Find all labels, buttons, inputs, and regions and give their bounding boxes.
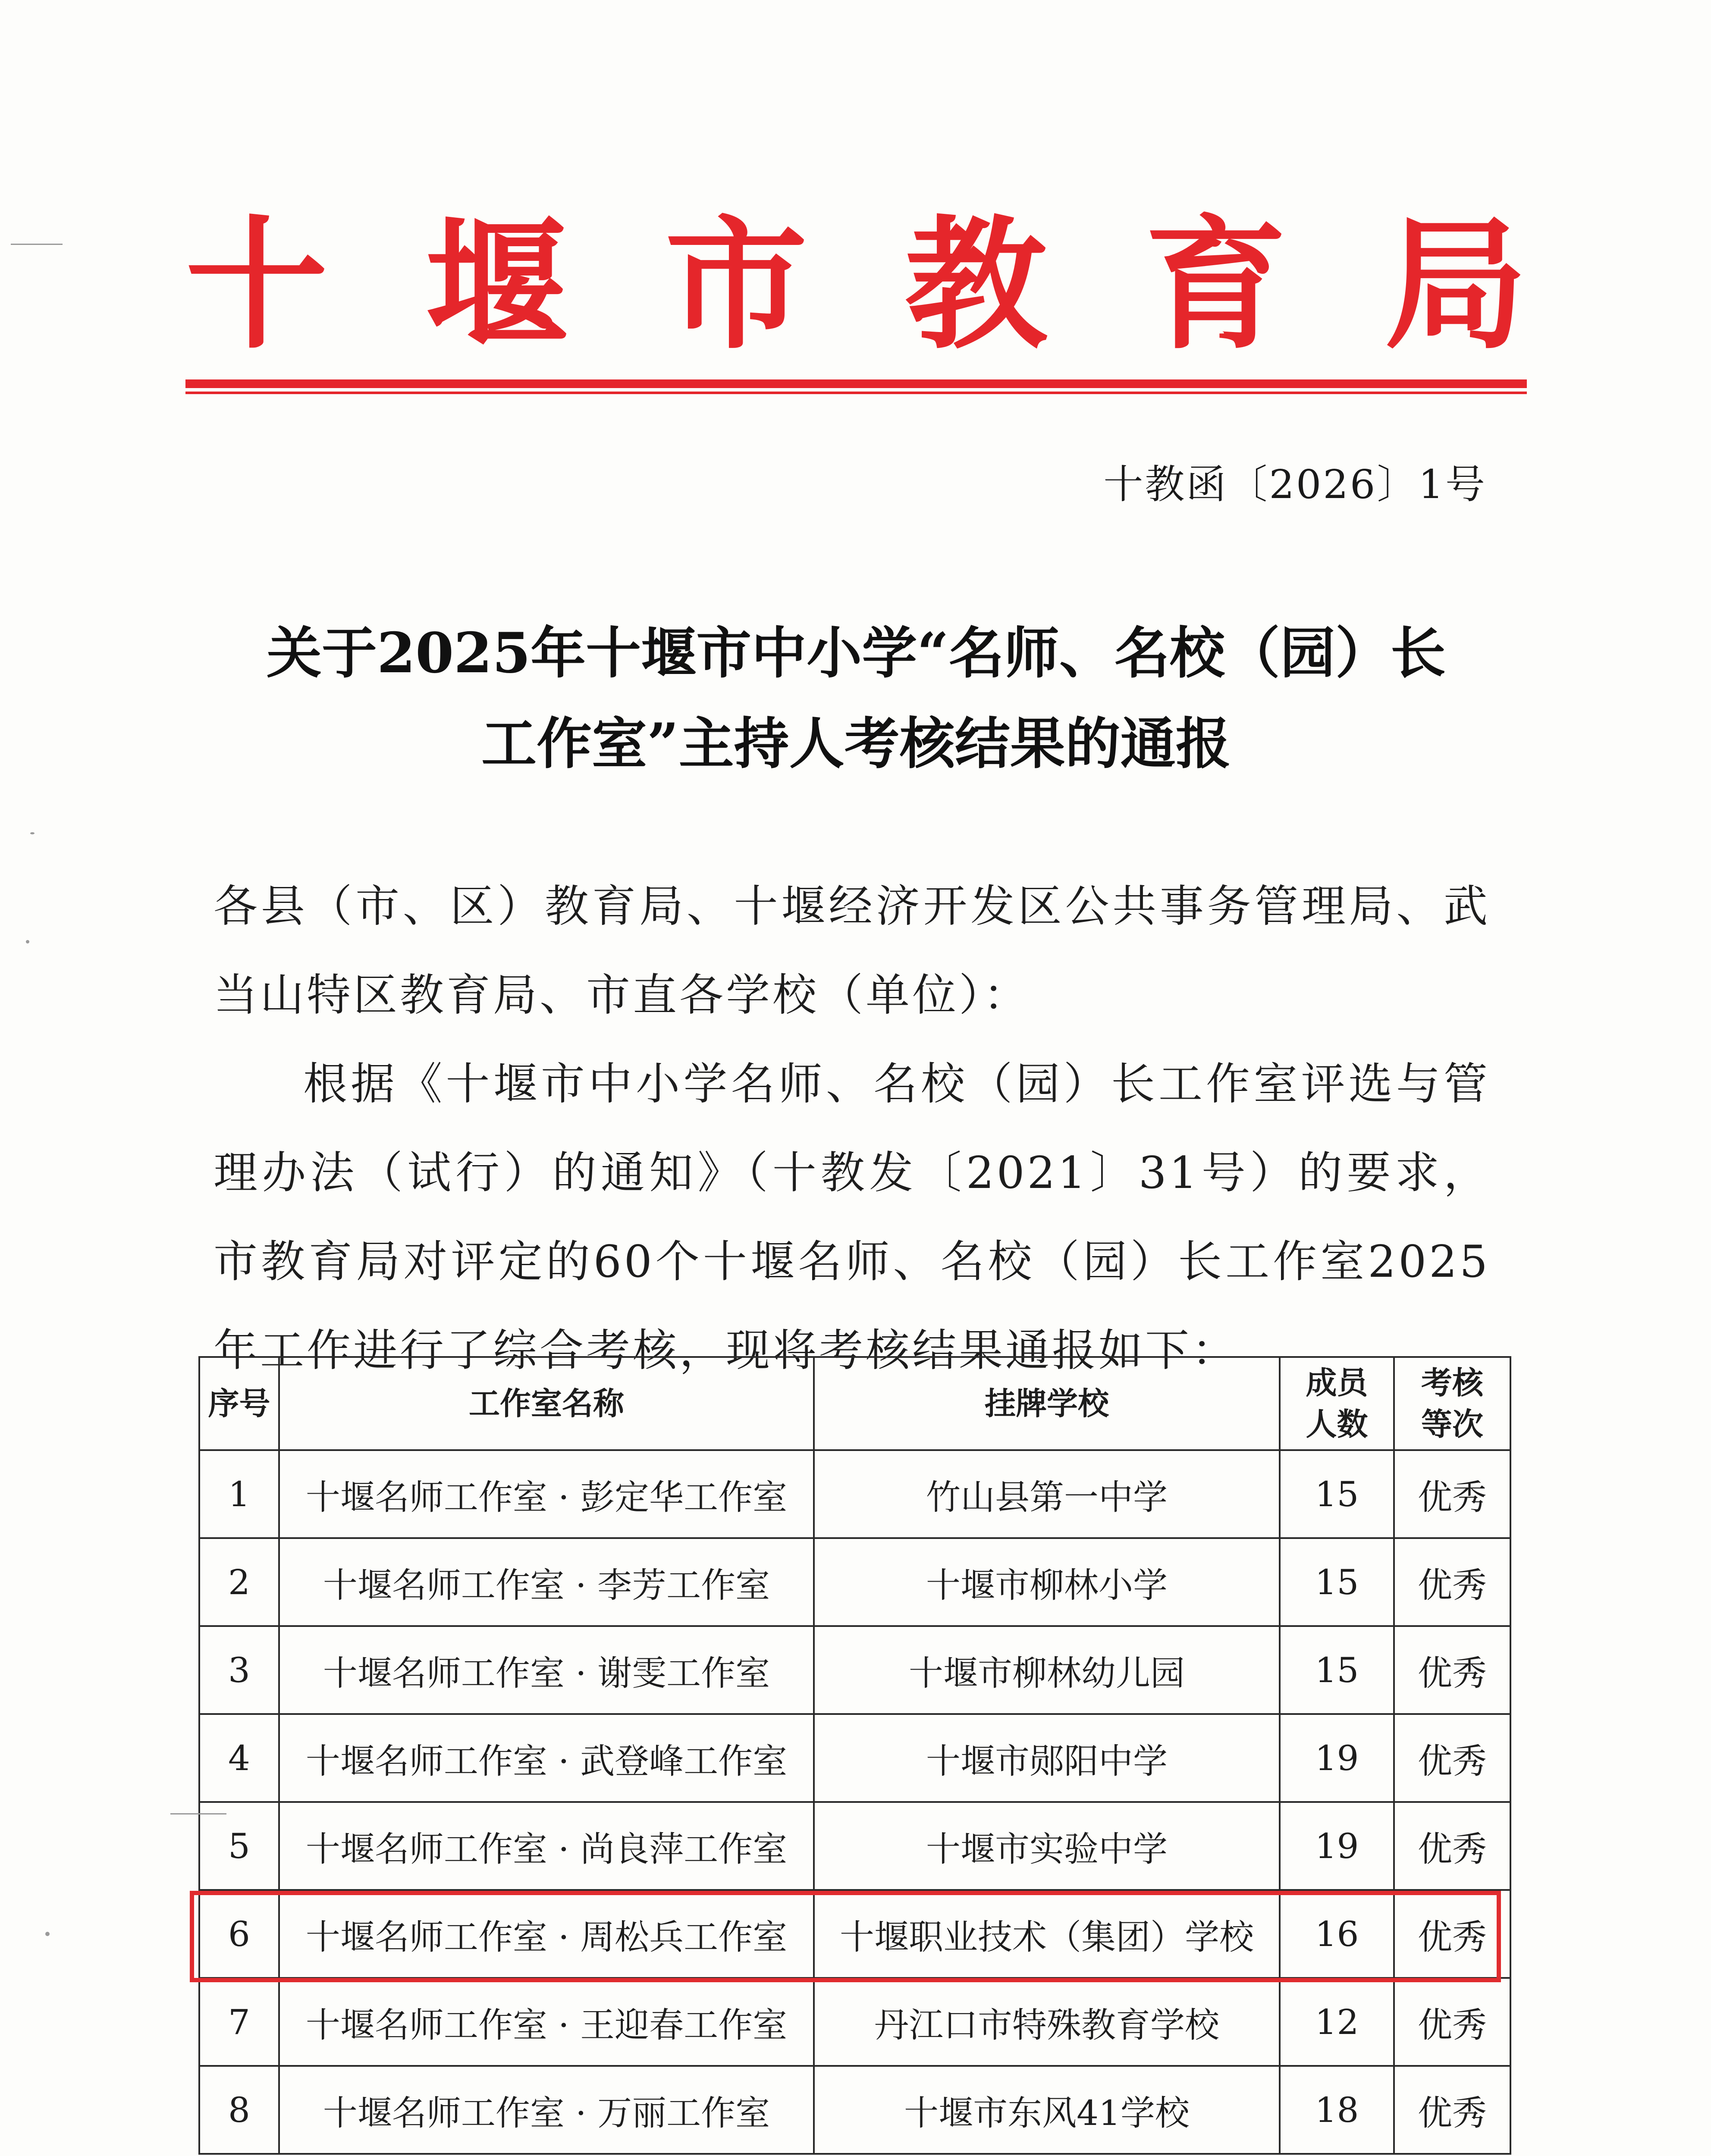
cell-grade: 优秀	[1394, 1802, 1510, 1890]
body-paragraph: 根据《十堰市中小学名师、名校（园）长工作室评选与管理办法（试行）的通知》（十教发〔2021〕31号）的要求，市教育局对评定的60个十堰名师、名校（园）长工作室2025年工作进行了综合考核，现将考核结果通报如下：	[213, 1059, 1490, 1376]
cell-school: 竹山县第一中学	[814, 1450, 1280, 1538]
cell-members: 15	[1280, 1538, 1394, 1626]
letterhead-char: 堰	[425, 201, 568, 368]
letterhead-char: 育	[1145, 201, 1287, 368]
header-members-line1: 成员	[1306, 1365, 1368, 1401]
cell-school: 十堰市郧阳中学	[814, 1714, 1280, 1802]
cell-no: 7	[199, 1978, 279, 2066]
cell-studio-name: 十堰名师工作室 · 尚良萍工作室	[279, 1802, 814, 1890]
scan-speck	[30, 832, 35, 834]
header-no: 序号	[199, 1357, 279, 1450]
table-row	[199, 2066, 1510, 2154]
cell-no: 3	[199, 1626, 279, 1714]
cell-studio-name: 十堰名师工作室 · 万丽工作室	[279, 2066, 814, 2154]
document-number: 十教函〔2026〕1号	[1103, 461, 1487, 508]
scan-speck	[45, 1932, 50, 1936]
cell-studio-name: 十堰名师工作室 · 彭定华工作室	[279, 1450, 814, 1538]
assessment-results-table	[198, 1356, 1511, 2155]
header-grade	[1394, 1357, 1510, 1450]
cell-school: 十堰职业技术（集团）学校	[814, 1890, 1280, 1978]
letterhead-red-rule-thick	[185, 379, 1527, 388]
letterhead-title	[185, 203, 1527, 367]
cell-grade: 优秀	[1394, 1714, 1510, 1802]
table-row	[199, 1538, 1510, 1626]
cell-school: 十堰市柳林小学	[814, 1538, 1280, 1626]
scan-streak	[170, 1813, 226, 1814]
scan-streak	[11, 244, 63, 245]
header-grade-line1: 考核	[1421, 1365, 1483, 1401]
letterhead-char: 市	[665, 201, 807, 368]
cell-members: 15	[1280, 1626, 1394, 1714]
title-line-1: 关于2025年十堰市中小学“名师、名校（园）长	[267, 621, 1446, 686]
table-row	[199, 1802, 1510, 1890]
cell-school: 十堰市实验中学	[814, 1802, 1280, 1890]
cell-school: 丹江口市特殊教育学校	[814, 1978, 1280, 2066]
cell-grade: 优秀	[1394, 1626, 1510, 1714]
header-school: 挂牌学校	[814, 1357, 1280, 1450]
cell-studio-name: 十堰名师工作室 · 李芳工作室	[279, 1538, 814, 1626]
cell-members: 19	[1280, 1802, 1394, 1890]
cell-school: 十堰市柳林幼儿园	[814, 1626, 1280, 1714]
cell-no: 5	[199, 1802, 279, 1890]
header-members-line2: 人数	[1306, 1406, 1368, 1442]
salutation: 各县（市、区）教育局、十堰经济开发区公共事务管理局、武当山特区教育局、市直各学校（单位）：	[213, 881, 1490, 1021]
table-row	[199, 1450, 1510, 1538]
cell-grade: 优秀	[1394, 1450, 1510, 1538]
cell-members: 16	[1280, 1890, 1394, 1978]
table-row	[199, 1626, 1510, 1714]
cell-studio-name: 十堰名师工作室 · 周松兵工作室	[279, 1890, 814, 1978]
cell-no: 6	[199, 1890, 279, 1978]
cell-grade: 优秀	[1394, 2066, 1510, 2154]
cell-school: 十堰市东风41学校	[814, 2066, 1280, 2154]
cell-members: 18	[1280, 2066, 1394, 2154]
table-row	[199, 1714, 1510, 1802]
scan-speck	[26, 940, 29, 943]
header-studio-name: 工作室名称	[279, 1357, 814, 1450]
header-members	[1280, 1357, 1394, 1450]
letterhead-char: 教	[905, 201, 1047, 368]
document-title	[203, 608, 1510, 789]
cell-studio-name: 十堰名师工作室 · 王迎春工作室	[279, 1978, 814, 2066]
cell-members: 15	[1280, 1450, 1394, 1538]
cell-no: 2	[199, 1538, 279, 1626]
cell-members: 19	[1280, 1714, 1394, 1802]
title-line-2: 工作室”主持人考核结果的通报	[481, 711, 1231, 776]
cell-no: 4	[199, 1714, 279, 1802]
cell-studio-name: 十堰名师工作室 · 谢雯工作室	[279, 1626, 814, 1714]
table-header-row	[199, 1357, 1510, 1450]
cell-no: 8	[199, 2066, 279, 2154]
letterhead-red-rule-thin	[185, 392, 1527, 394]
cell-grade: 优秀	[1394, 1538, 1510, 1626]
table-row	[199, 1890, 1510, 1978]
cell-grade: 优秀	[1394, 1890, 1510, 1978]
cell-members: 12	[1280, 1978, 1394, 2066]
header-grade-line2: 等次	[1421, 1406, 1483, 1442]
cell-grade: 优秀	[1394, 1978, 1510, 2066]
table-row	[199, 1978, 1510, 2066]
letterhead-char: 局	[1384, 201, 1527, 368]
cell-no: 1	[199, 1450, 279, 1538]
cell-studio-name: 十堰名师工作室 · 武登峰工作室	[279, 1714, 814, 1802]
letterhead-char: 十	[185, 201, 328, 368]
